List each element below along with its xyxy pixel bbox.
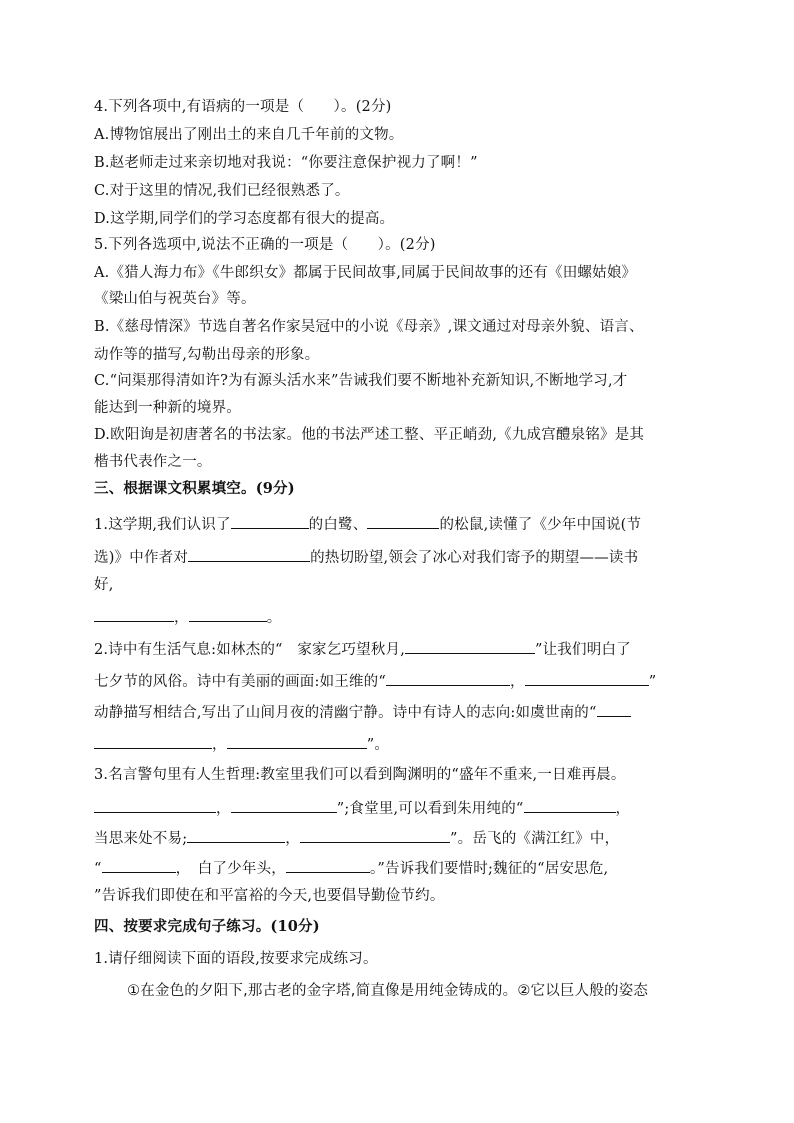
fill-3-line3: 当思来处不易; ， ”。岳飞的《满江红》中， [94,827,714,849]
section-4-title: 四、按要求完成句子练习。(10分) [94,918,320,935]
answer-blank[interactable] [187,827,285,843]
question-5-option-d-line2: 楷书代表作之一。 [94,454,212,470]
fill-3-line1: 3.名言警句里有人生哲理:教室里我们可以看到陶渊明的“盛年不重来,一日难再晨。 [94,767,626,783]
question-4-option-a: A.博物馆展出了刚出土的来自几千年前的文物。 [94,127,404,143]
fill-3-line5: ”告诉我们即使在和平富裕的今天,也要倡导勤俭节约。 [94,888,445,904]
fill-2-line1: 2.诗中有生活气息:如林杰的“ 家家乞巧望秋月, ”让我们明白了 [94,638,714,660]
fill-1-line1: 1.这学期,我们认识了 的白鹭、 的松鼠,读懂了《少年中国说(节 [94,513,714,535]
question-4-option-c: C.对于这里的情况,我们已经很熟悉了。 [94,183,350,199]
reading-passage-line1: ①在金色的夕阳下,那古老的金字塔,简直像是用纯金铸成的。②它以巨人般的姿态 [127,983,649,999]
answer-blank[interactable] [524,797,616,813]
question-4-option-b: B.赵老师走过来亲切地对我说：“你要注意保护视力了啊！” [94,155,478,171]
answer-blank[interactable] [300,827,450,843]
answer-blank[interactable] [231,513,309,529]
answer-blank[interactable] [94,797,216,813]
answer-blank[interactable] [231,797,337,813]
fill-2-line4: ， ”。 [94,733,714,755]
question-5-option-c-line1: C.“问渠那得清如许?为有源头活水来”告诫我们要不断地补充新知识,不断地学习,才 [94,373,628,389]
fill-2-line2: 七夕节的风俗。诗中有美丽的画面:如王维的“ ， ” [94,670,714,692]
fill-1-line2: 选)》中作者对 的热切盼望,领会了冰心对我们寄予的期望——读书 [94,546,714,568]
question-4-option-d: D.这学期,同学们的学习态度都有很大的提高。 [94,211,395,227]
fill-3-line4: “ ， 白了少年头， 。”告诉我们要惜时;魏征的“居安思危, [94,857,714,879]
answer-blank[interactable] [405,638,535,654]
answer-blank[interactable] [188,546,310,562]
question-5-option-a-line2: 《梁山伯与祝英台》等。 [94,291,256,307]
answer-blank[interactable] [286,857,370,873]
question-5-option-d-line1: D.欧阳询是初唐著名的书法家。他的书法严述工整、平正峭劲,《九成宫醴泉铭》是其 [94,427,645,443]
question-5-option-a-line1: A.《猎人海力布》《牛郎织女》都属于民间故事,同属于民间故事的还有《田螺姑娘》 [94,265,637,281]
section-3-title: 三、根据课文积累填空。(9分) [94,480,295,497]
fill-3-line2: ， ”;食堂里,可以看到朱用纯的“ ， [94,797,714,819]
answer-blank[interactable] [367,513,439,529]
answer-blank[interactable] [94,733,212,749]
answer-blank[interactable] [94,606,174,622]
question-5-option-b-line1: B.《慈母情深》节选自著名作家吴冠中的小说《母亲》,课文通过对母亲外貌、语言、 [94,319,644,335]
question-5-stem: 5.下列各选项中,说法不正确的一项是（ ）。(2分) [94,237,436,253]
answer-blank[interactable] [597,701,631,717]
answer-blank[interactable] [227,733,367,749]
section-4-question-1: 1.请仔细阅读下面的语段,按要求完成练习。 [94,951,378,967]
fill-1-line3: 好, [94,577,114,593]
question-5-option-b-line2: 动作等的描写,勾勒出母亲的形象。 [94,347,320,363]
answer-blank[interactable] [189,606,267,622]
answer-blank[interactable] [386,670,510,686]
answer-blank[interactable] [525,670,649,686]
answer-blank[interactable] [102,857,176,873]
fill-2-line3: 动静描写相结合,写出了山间月夜的清幽宁静。诗中有诗人的志向:如虞世南的“ [94,701,714,723]
fill-1-line4: ， 。 [94,606,714,628]
question-4-stem: 4.下列各项中,有语病的一项是（ ）。(2分) [94,99,392,115]
question-5-option-c-line2: 能达到一种新的境界。 [94,400,241,416]
